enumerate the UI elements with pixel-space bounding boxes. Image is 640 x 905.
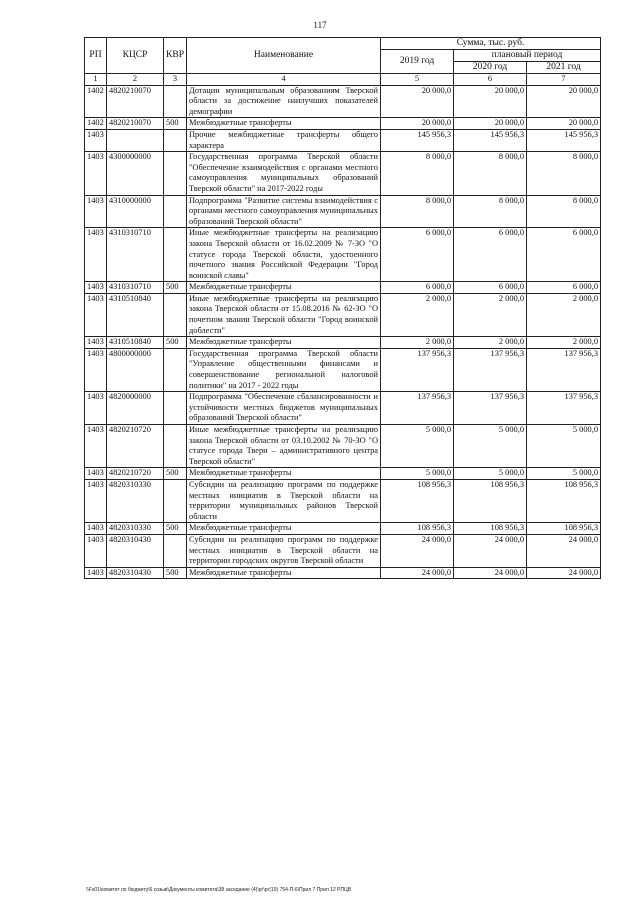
cell-2020: 108 956,3 xyxy=(454,523,527,535)
cell-2019: 5 000,0 xyxy=(381,425,454,468)
cell-rp: 1403 xyxy=(85,425,107,468)
cell-2019: 108 956,3 xyxy=(381,479,454,522)
cell-kvr: 500 xyxy=(164,337,187,349)
cell-kcsr: 4820210720 xyxy=(107,425,164,468)
table-header xyxy=(85,38,601,86)
cell-kcsr: 4820310430 xyxy=(107,534,164,567)
cell-2019: 137 956,3 xyxy=(381,392,454,425)
cell-name: Субсидии на реализацию программ по поддержке местных инициатив в Тверской области на территории городских округов Тверской области xyxy=(187,534,381,567)
cell-2021: 108 956,3 xyxy=(527,523,601,535)
cell-name: Прочие межбюджетные трансферты общего характера xyxy=(187,129,381,151)
cell-2019: 108 956,3 xyxy=(381,523,454,535)
column-numbers-row xyxy=(85,74,601,86)
cell-name: Иные межбюджетные трансферты на реализацию закона Тверской области от 16.02.2009 № 7-ЗО "О статусе города Тверской области, удостоенного почетного звания Российской Федерации "Город воинской славы" xyxy=(187,228,381,282)
cell-2021: 5 000,0 xyxy=(527,425,601,468)
cell-kcsr: 4820210720 xyxy=(107,468,164,480)
cell-kvr: 500 xyxy=(164,468,187,480)
column-number: 3 xyxy=(164,74,187,86)
cell-2020: 5 000,0 xyxy=(454,425,527,468)
cell-name: Межбюджетные трансферты xyxy=(187,118,381,130)
header-kvr: КВР xyxy=(164,38,187,74)
cell-kcsr: 4820210070 xyxy=(107,85,164,118)
cell-rp: 1403 xyxy=(85,282,107,294)
cell-kcsr: 4310000000 xyxy=(107,195,164,228)
cell-2020: 137 956,3 xyxy=(454,392,527,425)
cell-kcsr: 4310510840 xyxy=(107,337,164,349)
cell-name: Межбюджетные трансферты xyxy=(187,337,381,349)
cell-2021: 24 000,0 xyxy=(527,534,601,567)
cell-name: Подпрограмма "Обеспечение сбалансированности и устойчивости местных бюджетов муниципальных образований Тверской области" xyxy=(187,392,381,425)
cell-2020: 20 000,0 xyxy=(454,85,527,118)
cell-2021: 6 000,0 xyxy=(527,282,601,294)
page-number: 117 xyxy=(313,20,327,30)
cell-2020: 5 000,0 xyxy=(454,468,527,480)
header-year-2019: 2019 год xyxy=(381,50,454,74)
cell-kvr xyxy=(164,129,187,151)
cell-2019: 8 000,0 xyxy=(381,152,454,195)
cell-2019: 24 000,0 xyxy=(381,534,454,567)
cell-kvr xyxy=(164,228,187,282)
column-number: 2 xyxy=(107,74,164,86)
cell-name: Подпрограмма "Развитие системы взаимодействия с органами местного самоуправления муниципальных образований Тверской области" xyxy=(187,195,381,228)
cell-kcsr: 4820000000 xyxy=(107,392,164,425)
header-year-2021: 2021 год xyxy=(527,62,601,74)
cell-2021: 24 000,0 xyxy=(527,567,601,579)
table-row xyxy=(85,523,601,535)
table-row xyxy=(85,425,601,468)
cell-name: Дотации муниципальным образованиям Тверской области за достижение наилучших показателей демографии xyxy=(187,85,381,118)
cell-2019: 5 000,0 xyxy=(381,468,454,480)
table-row xyxy=(85,195,601,228)
header-planned-period: плановый период xyxy=(454,50,601,62)
cell-2020: 24 000,0 xyxy=(454,534,527,567)
cell-kvr xyxy=(164,293,187,336)
cell-rp: 1403 xyxy=(85,293,107,336)
cell-kcsr: 4310510840 xyxy=(107,293,164,336)
cell-name: Межбюджетные трансферты xyxy=(187,468,381,480)
cell-2021: 8 000,0 xyxy=(527,152,601,195)
table-row xyxy=(85,534,601,567)
cell-rp: 1403 xyxy=(85,228,107,282)
cell-2021: 137 956,3 xyxy=(527,348,601,391)
cell-2019: 6 000,0 xyxy=(381,228,454,282)
cell-rp: 1403 xyxy=(85,337,107,349)
footer-file-path: \\Fs01\комитет по бюджету\6 созыв\Документы комитета\38 заседание (4)\рг\рг(19) 754-П-6\Прил 7 Прил 12 РПЦВ xyxy=(86,887,352,893)
cell-2020: 2 000,0 xyxy=(454,293,527,336)
cell-kvr xyxy=(164,152,187,195)
table-row xyxy=(85,228,601,282)
cell-name: Межбюджетные трансферты xyxy=(187,523,381,535)
table-body xyxy=(85,85,601,579)
budget-table xyxy=(84,37,601,579)
header-name: Наименование xyxy=(187,38,381,74)
cell-2020: 137 956,3 xyxy=(454,348,527,391)
cell-2019: 20 000,0 xyxy=(381,85,454,118)
cell-2021: 6 000,0 xyxy=(527,228,601,282)
table-row xyxy=(85,348,601,391)
column-number: 1 xyxy=(85,74,107,86)
cell-2020: 6 000,0 xyxy=(454,282,527,294)
table-row xyxy=(85,129,601,151)
cell-2020: 8 000,0 xyxy=(454,195,527,228)
cell-rp: 1403 xyxy=(85,523,107,535)
cell-name: Иные межбюджетные трансферты на реализацию закона Тверской области от 03.10.2002 № 70-ЗО "О статусе города Твери – административного центра Тверской области" xyxy=(187,425,381,468)
cell-kcsr: 4800000000 xyxy=(107,348,164,391)
cell-rp: 1403 xyxy=(85,152,107,195)
cell-2019: 24 000,0 xyxy=(381,567,454,579)
cell-kvr xyxy=(164,425,187,468)
cell-rp: 1403 xyxy=(85,567,107,579)
cell-kvr xyxy=(164,392,187,425)
cell-2020: 2 000,0 xyxy=(454,337,527,349)
cell-kcsr: 4820310330 xyxy=(107,523,164,535)
table-row xyxy=(85,118,601,130)
header-sum: Сумма, тыс. руб. xyxy=(381,38,601,50)
table-row xyxy=(85,282,601,294)
table-row xyxy=(85,392,601,425)
cell-2019: 2 000,0 xyxy=(381,293,454,336)
cell-kvr: 500 xyxy=(164,118,187,130)
cell-rp: 1403 xyxy=(85,348,107,391)
cell-kcsr: 4820310330 xyxy=(107,479,164,522)
cell-2020: 20 000,0 xyxy=(454,118,527,130)
cell-2020: 6 000,0 xyxy=(454,228,527,282)
table-row xyxy=(85,337,601,349)
cell-2019: 8 000,0 xyxy=(381,195,454,228)
cell-name: Межбюджетные трансферты xyxy=(187,282,381,294)
cell-2021: 145 956,3 xyxy=(527,129,601,151)
cell-kvr xyxy=(164,534,187,567)
table-row xyxy=(85,152,601,195)
cell-rp: 1403 xyxy=(85,195,107,228)
cell-2019: 20 000,0 xyxy=(381,118,454,130)
header-rp: РП xyxy=(85,38,107,74)
cell-rp: 1403 xyxy=(85,392,107,425)
cell-rp: 1403 xyxy=(85,534,107,567)
column-number: 6 xyxy=(454,74,527,86)
cell-kvr: 500 xyxy=(164,523,187,535)
column-number: 4 xyxy=(187,74,381,86)
cell-2020: 108 956,3 xyxy=(454,479,527,522)
cell-2020: 24 000,0 xyxy=(454,567,527,579)
cell-kcsr: 4820210070 xyxy=(107,118,164,130)
cell-name: Государственная программа Тверской области "Обеспечение взаимодействия с органами местного самоуправления муниципальных образований Тверской области" на 2017-2022 годы xyxy=(187,152,381,195)
cell-kvr xyxy=(164,348,187,391)
cell-kcsr: 4820310430 xyxy=(107,567,164,579)
cell-kvr: 500 xyxy=(164,282,187,294)
cell-rp: 1403 xyxy=(85,479,107,522)
cell-name: Государственная программа Тверской области "Управление общественными финансами и совершенствование региональной налоговой политики" на 2017 - 2022 годы xyxy=(187,348,381,391)
cell-2021: 2 000,0 xyxy=(527,293,601,336)
table-row xyxy=(85,293,601,336)
cell-2019: 145 956,3 xyxy=(381,129,454,151)
cell-2021: 108 956,3 xyxy=(527,479,601,522)
cell-rp: 1403 xyxy=(85,129,107,151)
header-year-2020: 2020 год xyxy=(454,62,527,74)
cell-kcsr: 4300000000 xyxy=(107,152,164,195)
cell-2021: 20 000,0 xyxy=(527,118,601,130)
cell-2019: 137 956,3 xyxy=(381,348,454,391)
cell-kcsr: 4310310710 xyxy=(107,228,164,282)
table-row xyxy=(85,567,601,579)
cell-name: Иные межбюджетные трансферты на реализацию закона Тверской области от 15.08.2016 № 62-ЗО "О почетном звании Тверской области "Город воинской доблести" xyxy=(187,293,381,336)
column-number: 7 xyxy=(527,74,601,86)
cell-2021: 8 000,0 xyxy=(527,195,601,228)
cell-rp: 1402 xyxy=(85,118,107,130)
column-number: 5 xyxy=(381,74,454,86)
cell-2021: 5 000,0 xyxy=(527,468,601,480)
cell-2020: 8 000,0 xyxy=(454,152,527,195)
cell-kvr xyxy=(164,85,187,118)
cell-kvr xyxy=(164,195,187,228)
table-row xyxy=(85,85,601,118)
table-row xyxy=(85,468,601,480)
cell-rp: 1403 xyxy=(85,468,107,480)
cell-2019: 6 000,0 xyxy=(381,282,454,294)
table-row xyxy=(85,479,601,522)
cell-2021: 2 000,0 xyxy=(527,337,601,349)
cell-kcsr: 4310310710 xyxy=(107,282,164,294)
cell-2021: 137 956,3 xyxy=(527,392,601,425)
cell-rp: 1402 xyxy=(85,85,107,118)
header-kcsr: КЦСР xyxy=(107,38,164,74)
cell-2021: 20 000,0 xyxy=(527,85,601,118)
cell-kvr: 500 xyxy=(164,567,187,579)
cell-kvr xyxy=(164,479,187,522)
cell-2020: 145 956,3 xyxy=(454,129,527,151)
cell-name: Субсидии на реализацию программ по поддержке местных инициатив в Тверской области на территории муниципальных районов Тверской области xyxy=(187,479,381,522)
cell-name: Межбюджетные трансферты xyxy=(187,567,381,579)
cell-kcsr xyxy=(107,129,164,151)
cell-2019: 2 000,0 xyxy=(381,337,454,349)
